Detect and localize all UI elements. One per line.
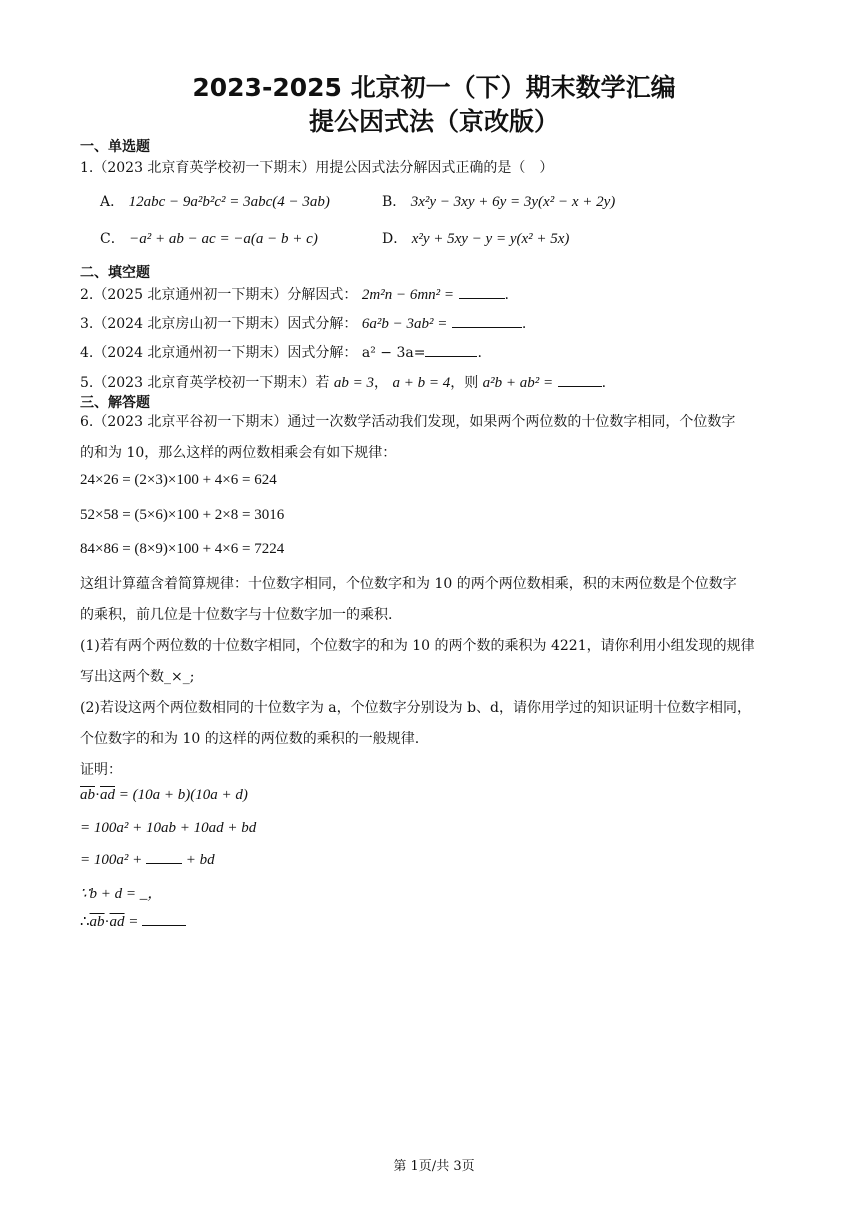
question-3-answer-blank[interactable]	[452, 315, 522, 328]
page-footer: 第 1页/共 3页	[393, 1159, 475, 1174]
part-2-line-2: 个位数字的和为 10 的这样的两位数的乘积的一般规律.	[80, 731, 420, 747]
question-5-stem: 5.（2023 北京育英学校初一下期末）若	[80, 375, 330, 391]
option-c-label: C．	[100, 231, 125, 247]
question-5-separator: ，	[374, 375, 389, 391]
question-6-stem-line-1: 6.（2023 北京平谷初一下期末）通过一次数学活动我们发现，如果两个两位数的十位数字相同，个位数字	[80, 414, 736, 430]
question-2-answer-blank[interactable]	[459, 286, 505, 299]
section-heading-solution: 三、解答题	[80, 395, 150, 411]
part-1-line-2: 写出这两个数_×_;	[80, 669, 195, 685]
proof-step-2: = 100a² + 10ab + 10ad + bd	[80, 820, 257, 836]
option-d-expression: x²y + 5xy − y = y(x² + 5x)	[411, 231, 570, 247]
proof-step-1-rhs: = (10a + b)(10a + d)	[115, 787, 248, 803]
question-5	[80, 372, 606, 392]
question-5-condition-1: ab = 3	[333, 375, 375, 391]
document-title: 2023-2025 北京初一（下）期末数学汇编	[192, 73, 676, 102]
proof-step-1-ab: $\overline{ab}$	[80, 787, 95, 803]
option-c-expression: −a² + ab − ac = −a(a − b + c)	[129, 231, 318, 247]
question-1-stem: 1.（2023 北京育英学校初一下期末）用提公因式法分解因式正确的是（ ）	[80, 160, 554, 176]
option-b-label: B．	[382, 194, 407, 210]
question-4-end: .	[477, 345, 482, 361]
question-3-stem: 3.（2024 北京房山初一下期末）因式分解：	[80, 316, 358, 332]
proof-label: 证明：	[80, 762, 122, 778]
part-1-line-1: (1)若有两个两位数的十位数字相同，个位数字的和为 10 的两个数的乘积为 4221，请你利用小组发现的规律	[80, 638, 755, 654]
question-4-expression: a² − 3a=	[361, 345, 426, 361]
proof-step-5-eq: =	[124, 914, 143, 930]
question-2-end: .	[504, 287, 509, 303]
proof-step-5-ad: $\overline{ad}$	[109, 914, 125, 930]
proof-step-5-blank[interactable]	[142, 913, 186, 926]
question-2-expression: 2m²n − 6mn² =	[361, 287, 455, 303]
question-4-stem: 4.（2024 北京通州初一下期末）因式分解：	[80, 345, 358, 361]
rule-line-2: 的乘积，前几位是十位数字与十位数字加一的乘积.	[80, 607, 393, 623]
option-d-label: D．	[382, 231, 408, 247]
proof-step-3-blank[interactable]	[146, 851, 182, 864]
proof-step-3-lhs: = 100a² +	[80, 852, 146, 868]
proof-step-5	[80, 912, 186, 931]
question-5-end: .	[601, 375, 607, 391]
proof-step-3	[80, 851, 215, 869]
document-subtitle: 提公因式法（京改版）	[308, 107, 559, 136]
option-b-expression: 3x²y − 3xy + 6y = 3y(x² − x + 2y)	[410, 194, 616, 210]
question-3-expression: 6a²b − 3ab² =	[361, 316, 448, 332]
therefore-symbol: ∴	[80, 914, 90, 930]
question-4	[80, 342, 482, 362]
option-a-label: A．	[100, 194, 125, 210]
dot-operator: ·	[95, 787, 100, 803]
example-equation-1: 24×26 = (2×3)×100 + 4×6 = 624	[80, 472, 277, 488]
proof-step-1	[80, 787, 248, 804]
part-2-line-1: (2)若设这两个两位数相同的十位数字为 a，个位数字分别设为 b、d，请你用学过的知识证明十位数字相同，	[80, 700, 751, 716]
question-5-expression: a²b + ab² =	[482, 375, 554, 391]
option-b[interactable]	[382, 191, 615, 211]
proof-step-4: ∵b + d = _，	[80, 886, 163, 902]
question-6-stem-line-2: 的和为 10，那么这样的两位数相乘会有如下规律：	[80, 445, 397, 461]
proof-step-3-rhs: + bd	[182, 852, 215, 868]
option-d[interactable]	[382, 228, 569, 248]
question-4-answer-blank[interactable]	[425, 344, 477, 357]
option-a[interactable]	[100, 191, 330, 211]
proof-step-1-ad: $\overline{ad}$	[100, 787, 115, 803]
proof-step-5-ab: $\overline{ab}$	[89, 914, 105, 930]
section-heading-fill-blank: 二、填空题	[80, 265, 150, 281]
question-3-end: .	[521, 316, 527, 332]
section-heading-single-choice: 一、单选题	[80, 139, 150, 155]
option-c[interactable]	[100, 228, 318, 248]
rule-line-1: 这组计算蕴含着简算规律：十位数字相同，个位数字和为 10 的两个两位数相乘，积的末两位数是个位数字	[80, 576, 737, 592]
question-2-stem: 2.（2025 北京通州初一下期末）分解因式：	[80, 287, 358, 303]
example-equation-3: 84×86 = (8×9)×100 + 4×6 = 7224	[80, 541, 285, 557]
question-2	[80, 284, 509, 304]
dot-operator-2: ·	[104, 914, 110, 930]
question-5-condition-2: a + b = 4	[392, 375, 451, 391]
question-3	[80, 313, 526, 333]
example-equation-2: 52×58 = (5×6)×100 + 2×8 = 3016	[80, 507, 285, 523]
question-5-connector: ，则	[450, 375, 479, 391]
option-a-expression: 12abc − 9a²b²c² = 3abc(4 − 3ab)	[128, 194, 330, 210]
question-5-answer-blank[interactable]	[558, 374, 602, 387]
